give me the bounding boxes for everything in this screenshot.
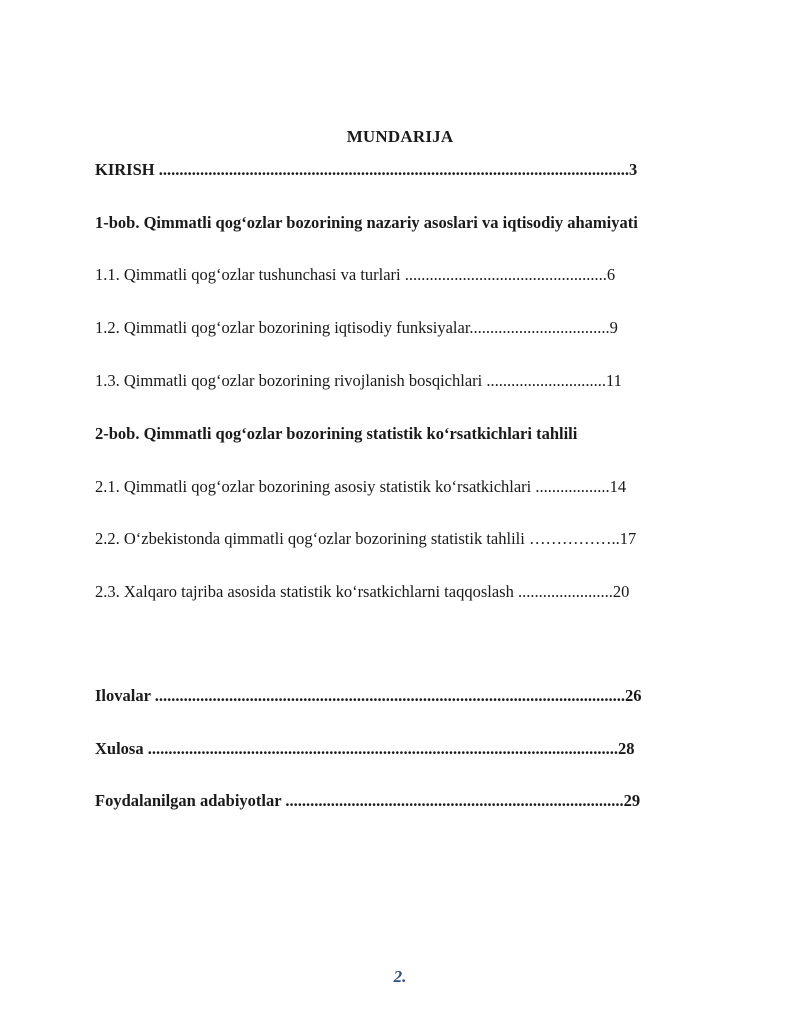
toc-chapter-1: 1-bob. Qimmatli qog‘ozlar bozorining nazariy asoslari va iqtisodiy ahamiyati [95,213,638,232]
toc-section-2-1: 2.1. Qimmatli qog‘ozlar bozorining asosiy statistik ko‘rsatkichlari ..................14 [95,477,627,496]
toc-section-1-1: 1.1. Qimmatli qog‘ozlar tushunchasi va turlari .................................................6 [95,265,616,284]
toc-section-2-3: 2.3. Xalqaro tajriba asosida statistik ko‘rsatkichlarni taqqoslash .......................20 [95,582,630,601]
toc-section-2-2: 2.2. O‘zbekistonda qimmatli qog‘ozlar bozorining statistik tahlili ……………..17 [95,529,637,548]
page-title: MUNDARIJA [346,127,454,146]
toc-entry-ilovalar: Ilovalar ..................................................................................................................26 [95,686,642,705]
toc-entry-xulosa: Xulosa ..................................................................................................................28 [95,739,635,758]
toc-section-1-2: 1.2. Qimmatli qog‘ozlar bozorining iqtisodiy funksiyalar..................................9 [95,318,618,337]
page-number: 2. [393,967,407,986]
toc-section-1-3: 1.3. Qimmatli qog‘ozlar bozorining rivojlanish bosqichlari .............................11 [95,371,622,390]
toc-chapter-2: 2-bob. Qimmatli qog‘ozlar bozorining statistik ko‘rsatkichlari tahlili [95,424,578,443]
toc-entry-kirish: KIRISH ..................................................................................................................3 [95,160,638,179]
toc-entry-adabiyotlar: Foydalanilgan adabiyotlar ..................................................................................29 [95,791,641,810]
